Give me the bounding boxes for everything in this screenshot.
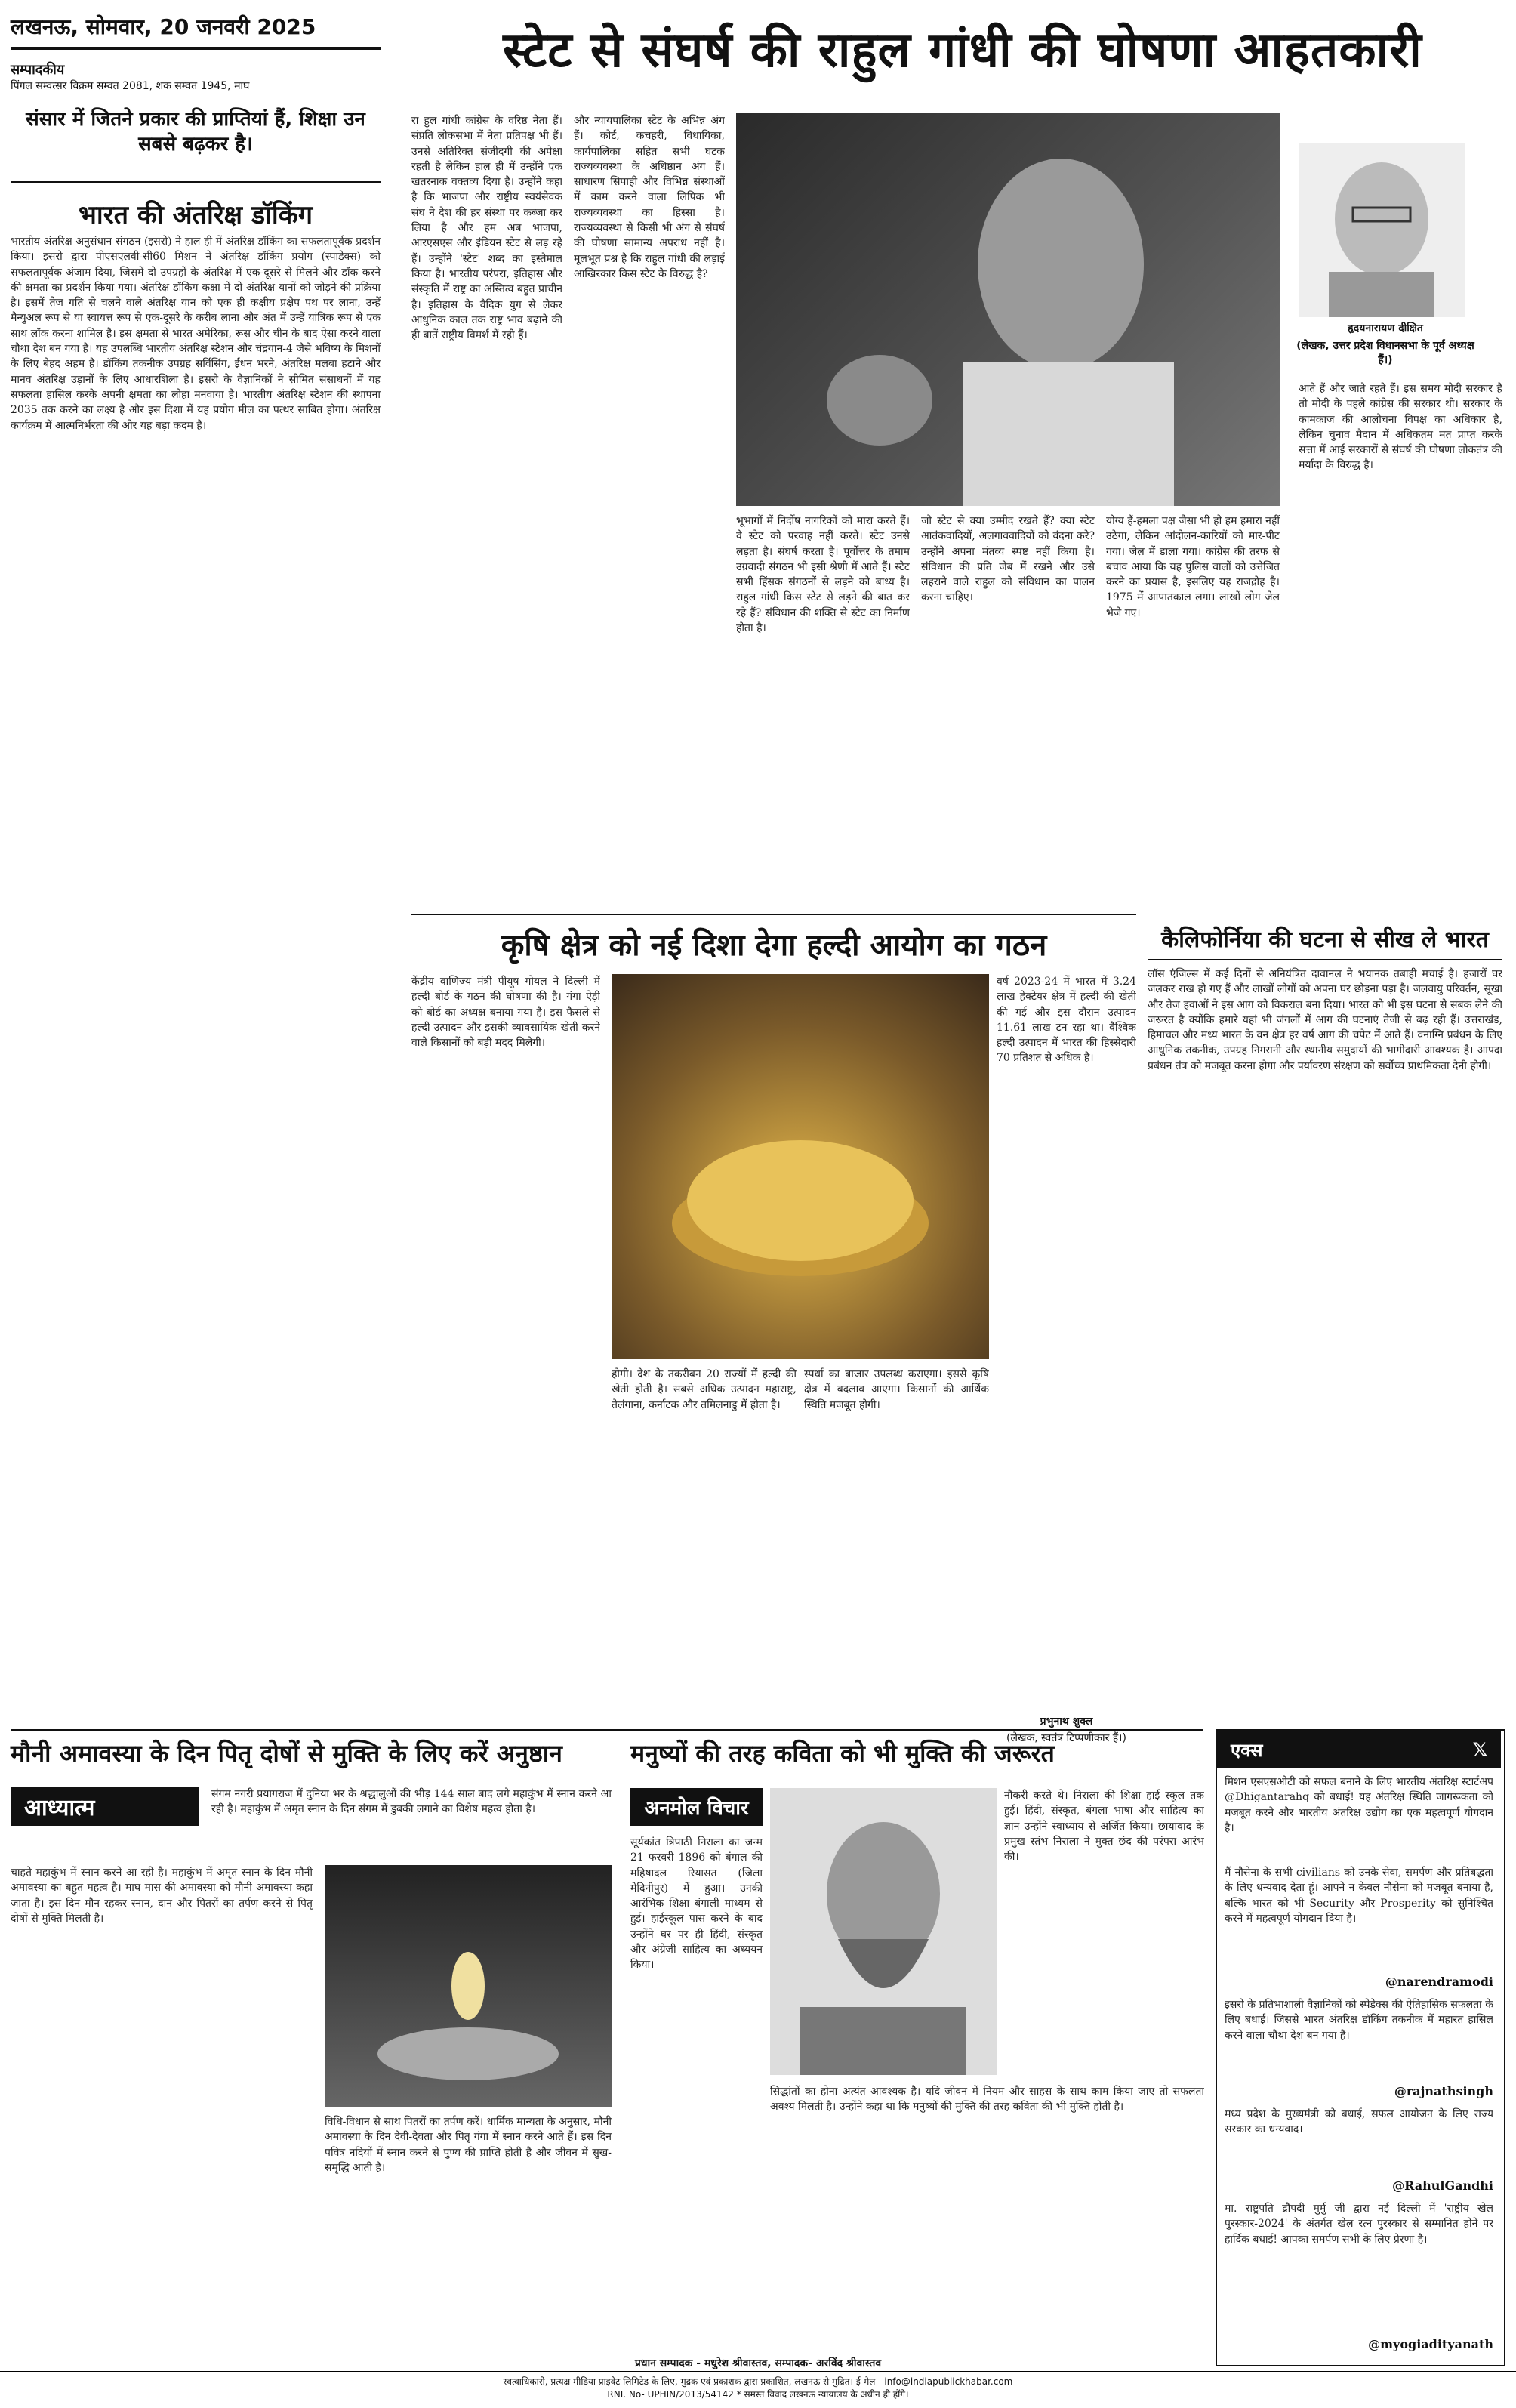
haldi-top-rule (411, 914, 1136, 915)
turmeric-photo (612, 974, 989, 1359)
mauni-intro (211, 1787, 612, 1862)
anmol-vichar-label: अनमोल विचार (630, 1788, 763, 1826)
x-post-3-handle[interactable]: @RahulGandhi (1392, 2178, 1493, 2193)
x-panel-title: एक्स (1231, 1739, 1263, 1761)
adhyatm-label: आध्यात्म (11, 1787, 199, 1826)
main-story-text-d: जो स्टेट से क्या उम्मीद रखते हैं? क्या स्टेट आतंकवादियों, अलगाववादियों को वंदना करे? उन्होंने अपना मंतव्य स्पष्ट नहीं किया है। संविधान की प्रति जेब में रखने और उसे लहराने वाले राहुल को संविधान का पालन करना चाहिए। (921, 515, 1095, 604)
haldi-text-c: होगी। देश के तकरीबन 20 राज्यों में हल्दी की खेती होती है। सबसे अधिक उत्पादन महाराष्ट्र, तेलंगाना, कर्नाटक और तमिलनाडु में होता है। (612, 1368, 797, 1411)
haldi-col-2b (804, 1367, 989, 1759)
main-story-col-2 (574, 113, 725, 853)
header-rule (11, 47, 381, 50)
x-post-1-text: मैं नौसेना के सभी civilians को उनके सेवा, समर्पण और प्रतिबद्धता के लिए धन्यवाद देता हूं। आपने न केवल नौसेना को मजबूत बनाया है, बल्कि भारत को भी Security और Prosperity को सुनिश्चित करने में महत्वपूर्ण योगदान दिया है। (1225, 1867, 1493, 1925)
haldi-text-b: वर्ष 2023-24 में भारत में 3.24 लाख हेक्टेयर क्षेत्र में हल्दी की खेती की गई और इस दौरान उत्पादन 11.61 लाख टन रहा था। वैश्विक हल्दी उत्पादन में भारत की हिस्सेदारी 70 प्रतिशत से अधिक है। (997, 976, 1136, 1065)
haldi-text-a: केंद्रीय वाणिज्य मंत्री पीयूष गोयल ने दिल्ली में हल्दी बोर्ड के गठन की घोषणा की है। गंगा ऐड़ी को बोर्ड का अध्यक्ष बनाया गया है। इस फैसले से हल्दी उत्पादन और इसकी व्यावसायिक खेती करने वाले किसानों को बड़ी मदद मिलेगी। (411, 976, 600, 1050)
california-rule (1148, 959, 1502, 960)
main-story-col-5 (1106, 513, 1280, 906)
main-story-text-e: योग्य हैं-हमला पक्ष जैसा भी हो हम हमारा नहीं उठेगा, लेकिन आंदोलन-कारियों को मार-पीट गया। जेल में डाला गया। कांग्रेस की तरफ से बचाव आया कि यह पुलिस वालों को उत्तेजित करने का प्रयास है, इसलिए यह राजद्रोह है। 1975 में आपातकाल लगा। लाखों लोग जेल भेजे गए। (1106, 515, 1280, 619)
x-logo-icon: 𝕏 (1472, 1739, 1487, 1760)
daily-quote: संसार में जितने प्रकार की प्राप्तियां हैं, शिक्षा उन सबसे बढ़कर है। (26, 108, 365, 156)
footer-rni: RNI. No- UPHIN/2013/54142 * समस्त विवाद लखनऊ न्यायालय के अधीन ही होंगे। (607, 2389, 909, 2400)
haldi-headline: कृषि क्षेत्र को नई दिशा देगा हल्दी आयोग का गठन (501, 928, 1047, 963)
nirala-col-1 (630, 1835, 763, 2363)
california-text (1148, 967, 1502, 1722)
haldi-col-2a (612, 1367, 797, 1759)
left-article-title: भारत की अंतरिक्ष डॉकिंग (79, 200, 313, 230)
main-story-text-f: आते हैं और जाते रहते हैं। इस समय मोदी सरकार है तो मोदी के पहले कांग्रेस की सरकार थी। सरकार के कामकाज की आलोचना विपक्ष का अधिकार है, लेकिन चुनाव मैदान में अधिकतम मत प्राप्त करके सत्ता में आई सरकारों से संघर्ष की घोषणा लोकतंत्र की मर्यादा के विरुद्ध है। (1299, 383, 1502, 472)
left-article-text (11, 234, 381, 1669)
x-post-4-handle[interactable]: @myogiadityanath (1368, 2337, 1493, 2351)
nirala-col-3 (770, 2084, 1204, 2363)
nirala-text-c: सिद्धांतों का होना अत्यंत आवश्यक है। यदि जीवन में नियम और साहस के साथ काम किया जाए तो सफलता अवश्य मिलती है। उन्होंने कहा था कि मनुष्यों की मुक्ति की तरह कविता की भी मुक्ति होती है। (770, 2086, 1204, 2114)
haldi-text-d: स्पर्धा का बाजार उपलब्ध कराएगा। इससे कृषि क्षेत्र में बदलाव आएगा। किसानों की आर्थिक स्थिति मजबूत होगी। (804, 1368, 989, 1411)
mauni-col-2 (325, 2114, 612, 2363)
bottom-section-rule (11, 1729, 1203, 1731)
main-story-col-6 (1299, 381, 1502, 902)
mauni-col-1 (11, 1865, 313, 2363)
footer-imprint: स्वत्वाधिकारी, प्रत्यक्ष मीडिया प्राइवेट लिमिटेड के लिए, मुद्रक एवं प्रकाशक द्वारा प्रकाशित, लखनऊ से मुद्रित। ई-मेल - info@indiapublickhabar.com (503, 2376, 1013, 2387)
haldi-col-3 (997, 974, 1136, 1578)
california-headline: कैलिफोर्निया की घटना से सीख ले भारत (1161, 927, 1489, 953)
editorial-label: सम्पादकीय (11, 62, 65, 78)
mauni-headline: मौनी अमावस्या के दिन पितृ दोषों से मुक्ति के लिए करें अनुष्ठान (11, 1739, 562, 1768)
x-post-4 (1225, 2201, 1493, 2329)
x-post-2-handle[interactable]: @rajnathsingh (1394, 2084, 1493, 2098)
main-story-text-c: भूभागों में निर्दोष नागरिकों को मारा करते हैं। वे स्टेट को परवाह नहीं करते। स्टेट उनसे लड़ता है। संघर्ष करता है। पूर्वोत्तर के तमाम उग्रवादी संगठन भी इसी श्रेणी में आते हैं। स्टेट सभी हिंसक संगठनों से लड़ने को बाध्य है। राहुल गांधी किस स्टेट से लड़ने की बात कर रहे हैं? संविधान की शक्ति से स्टेट का निर्माण होता है। (736, 515, 910, 635)
haldi-author: प्रभुनाथ शुक्ल (1040, 1716, 1093, 1728)
x-post-1-handle[interactable]: @narendramodi (1385, 1975, 1493, 1989)
nirala-portrait (770, 1788, 997, 2075)
left-article-body: भारतीय अंतरिक्ष अनुसंधान संगठन (इसरो) ने हाल ही में अंतरिक्ष डॉकिंग का सफलतापूर्वक प्रदर्शन किया। इसरो द्वारा पीएसएलवी-सी60 मिशन ने अंतरिक्ष डॉकिंग प्रयोग (स्पाडेक्स) को सफलतापूर्वक अंजाम दिया, जिसमें दो उपग्रहों के अंतरिक्ष में एक-दूसरे से मिलने और डॉक करने की क्षमता का प्रदर्शन किया गया। अंतरिक्ष डॉकिंग कक्षा में दो अंतरिक्ष यानों को जोड़ने की प्रक्रिया है। इसमें तेज गति से चलने वाले अंतरिक्ष यान को एक ही कक्षीय प्रक्षेप पथ पर लाना, उन्हें मैन्युअल रूप से या स्वायत्त रूप से एक-दूसरे के करीब लाना और अंत में उन्हें यांत्रिक रूप से एक साथ लॉक करना शामिल है। इस क्षमता से भारत अमेरिका, रूस और चीन के बाद ऐसा करने वाला चौथा देश बन गया है। यह उपलब्धि भारतीय अंतरिक्ष स्टेशन और चंद्रयान-4 जैसे भविष्य के मिशनों के लिए बेहद अहम है। डॉकिंग तकनीक उपग्रह सर्विसिंग, ईंधन भरने, अंतरिक्ष मलबा हटाने और मानव अंतरिक्ष उड़ानों के लिए आधारशिला है। इसरो के वैज्ञानिकों ने सीमित संसाधनों में यह सफलता हासिल करके अपनी क्षमता का लोहा मनवाया है। भारतीय अंतरिक्ष स्टेशन की स्थापना 2035 तक करने का लक्ष्य है और इस दिशा में यह प्रयोग मील का पत्थर साबित होगा। अंतरिक्ष कार्यक्रम में आत्मनिर्भरता की ओर यह बड़ा कदम है। (11, 236, 381, 432)
rahul-gandhi-photo (736, 113, 1280, 506)
haldi-col-1 (411, 974, 600, 1578)
nirala-col-2 (1004, 1788, 1204, 2075)
main-story-col-1 (411, 113, 562, 853)
x-post-2-text: इसरो के प्रतिभाशाली वैज्ञानिकों को स्पेडेक्स की ऐतिहासिक सफलता के लिए बधाई। जिससे भारत अंतरिक्ष डॉकिंग तकनीक में महारत हासिल करने वाला चौथा देश बन गया है। (1225, 1999, 1493, 2042)
main-story-text-a: रा हुल गांधी कांग्रेस के वरिष्ठ नेता हैं। संप्रति लोकसभा में नेता प्रतिपक्ष भी हैं। उनसे अतिरिक्त संजीदगी की अपेक्षा रहती है लेकिन हाल ही में उन्होंने एक खतरनाक वक्तव्य दिया है। उन्होंने कहा है कि भाजपा और राष्ट्रीय स्वयंसेवक संघ ने देश की हर संस्था पर कब्जा कर लिया है और हम अब भाजपा, आरएसएस और इंडियन स्टेट से लड़ रहे हैं। उन्होंने 'स्टेट' शब्द का इस्तेमाल किया है। भारतीय परंपरा, इतिहास और संस्कृति में राष्ट्र का अस्तित्व बहुत प्राचीन है। इतिहास के वैदिक युग से लेकर आधुनिक काल तक राष्ट्र भाव बढ़ाने की ही बातें राष्ट्रीय विमर्श में रही हैं। (411, 115, 562, 342)
x-post-2 (1225, 1997, 1493, 2080)
main-story-col-3 (736, 513, 910, 906)
edition-date: लखनऊ, सोमवार, 20 जनवरी 2025 (11, 14, 316, 39)
nirala-headline: मनुष्यों की तरह कविता को भी मुक्ति की जरूरत (630, 1739, 1055, 1768)
x-post-3-text: मध्य प्रदेश के मुख्यमंत्री को बधाई, सफल आयोजन के लिए राज्य सरकार का धन्यवाद। (1225, 2108, 1493, 2136)
footer-rule (0, 2371, 1516, 2372)
x-panel-header (1217, 1731, 1501, 1768)
main-story-text-b: और न्यायपालिका स्टेट के अभिन्न अंग हैं। कोर्ट, कचहरी, विधायिका, कार्यपालिका सहित सभी घटक राज्यव्यवस्था के अधिष्ठान अंग हैं। साधारण सिपाही और विभिन्न संस्थाओं में काम करने वाला लिपिक भी राज्यव्यवस्था का हिस्सा है। राज्यव्यवस्था से किसी भी अंग से संघर्ष की घोषणा सामान्य अपराध नहीं है। मूलभूत प्रश्न है कि राहुल गांधी की लड़ाई आखिरकार किस स्टेट के विरुद्ध है? (574, 115, 725, 280)
samvat-line: पिंगल सम्वत्सर विक्रम सम्वत 2081, शक सम्वत 1945, माघ (11, 80, 250, 92)
mauni-text-c: विधि-विधान से साथ पितरों का तर्पण करें। धार्मिक मान्यता के अनुसार, मौनी अमावस्या के दिन देवी-देवता और पितृ गंगा में स्नान करने आते हैं। इस दिन पवित्र नदियों में स्नान करने से पुण्य की प्राप्ति होती है और जीवन में सुख-समृद्धि आती है। (325, 2116, 612, 2174)
mauni-text-a: संगम नगरी प्रयागराज में दुनिया भर के श्रद्धालुओं की भीड़ 144 साल बाद लगे महाकुंभ में स्नान करने आ रही है। महाकुंभ में अमृत स्नान के दिन संगम में डुबकी लगाने का विशेष महत्व होता है। (211, 1788, 612, 1816)
x-intro (1225, 1774, 1493, 1858)
x-post-4-text: मा. राष्ट्रपति द्रौपदी मुर्मु जी द्वारा नई दिल्ली में 'राष्ट्रीय खेल पुरस्कार-2024' के अंतर्गत खेल रत्न पुरस्कार से सम्मानित होने पर हार्दिक बधाई! आपका समर्पण सभी के लिए प्रेरणा है। (1225, 2203, 1493, 2246)
california-body: लॉस एंजिल्स में कई दिनों से अनियंत्रित दावानल ने भयानक तबाही मचाई है। हजारों घर जलकर राख हो गए हैं और लाखों लोगों को अपना घर छोड़ना पड़ा है। जलवायु परिवर्तन, सूखा और तेज हवाओं ने इस आग को विकराल बना दिया। भारत को भी इस घटना से सबक लेने की जरूरत है क्योंकि हमारे यहां भी जंगलों में आग की घटनाएं तेजी से बढ़ रही हैं। उत्तराखंड, हिमाचल और मध्य भारत के वन क्षेत्र हर वर्ष आग की चपेट में आते हैं। वनाग्नि प्रबंधन के लिए आधुनिक तकनीक, उपग्रह निगरानी और स्थानीय समुदायों की भागीदारी आवश्यक है। आपदा प्रबंधन तंत्र को मजबूत करना होगा और पर्यावरण संरक्षण को सर्वोच्च प्राथमिकता देनी होगी। (1148, 968, 1502, 1072)
author-photo (1299, 143, 1465, 317)
diya-photo (325, 1865, 612, 2107)
nirala-text-b: नौकरी करते थे। निराला की शिक्षा हाई स्कूल तक हुई। हिंदी, संस्कृत, बंगला भाषा और साहित्य का ज्ञान उन्होंने स्वाध्याय से अर्जित किया। छायावाद के प्रमुख स्तंभ निराला ने मुक्त छंद की परंपरा आरंभ की। (1004, 1790, 1204, 1864)
footer-editors: प्रधान सम्पादक - मधुरेश श्रीवास्तव, सम्पादक- अरविंद श्रीवास्तव (634, 2357, 882, 2369)
main-headline: स्टेट से संघर्ष की राहुल गांधी की घोषणा आहतकारी (503, 23, 1422, 79)
author-desc: (लेखक, उत्तर प्रदेश विधानसभा के पूर्व अध्यक्ष हैं।) (1296, 340, 1474, 366)
x-post-3 (1225, 2107, 1493, 2175)
x-intro-text: मिशन एसएसओटी को सफल बनाने के लिए भारतीय अंतरिक्ष स्टार्टअप @Dhigantarahq को बधाई! यह अंतरिक्ष स्थिति जागरूकता को मजबूत करने और भारतीय अंतरिक्ष उद्योग का एक महत्वपूर्ण योगदान है। (1225, 1776, 1493, 1834)
haldi-author-desc: (लेखक, स्वतंत्र टिप्पणीकार हैं।) (1006, 1732, 1126, 1744)
nirala-text-a: सूर्यकांत त्रिपाठी निराला का जन्म 21 फरवरी 1896 को बंगाल की महिषादल रियासत (जिला मेदिनीपुर) में हुआ। उनकी आरंभिक शिक्षा बंगाली माध्यम से हुई। हाईस्कूल पास करने के बाद उन्होंने घर पर ही हिंदी, संस्कृत और अंग्रेजी साहित्य का अध्ययन किया। (630, 1836, 763, 1972)
x-post-1 (1225, 1865, 1493, 1971)
main-story-col-4 (921, 513, 1095, 906)
quote-rule (11, 181, 381, 183)
author-name: हृदयनारायण दीक्षित (1348, 322, 1423, 335)
mauni-text-b: चाहते महाकुंभ में स्नान करने आ रही है। महाकुंभ में अमृत स्नान के दिन मौनी अमावस्या का बहुत महत्व है। माघ मास की अमावस्या को मौनी अमावस्या कहा जाता है। इस दिन मौन रहकर स्नान, दान और पितरों का तर्पण करने से पितृ दोषों से मुक्ति मिलती है। (11, 1867, 313, 1925)
